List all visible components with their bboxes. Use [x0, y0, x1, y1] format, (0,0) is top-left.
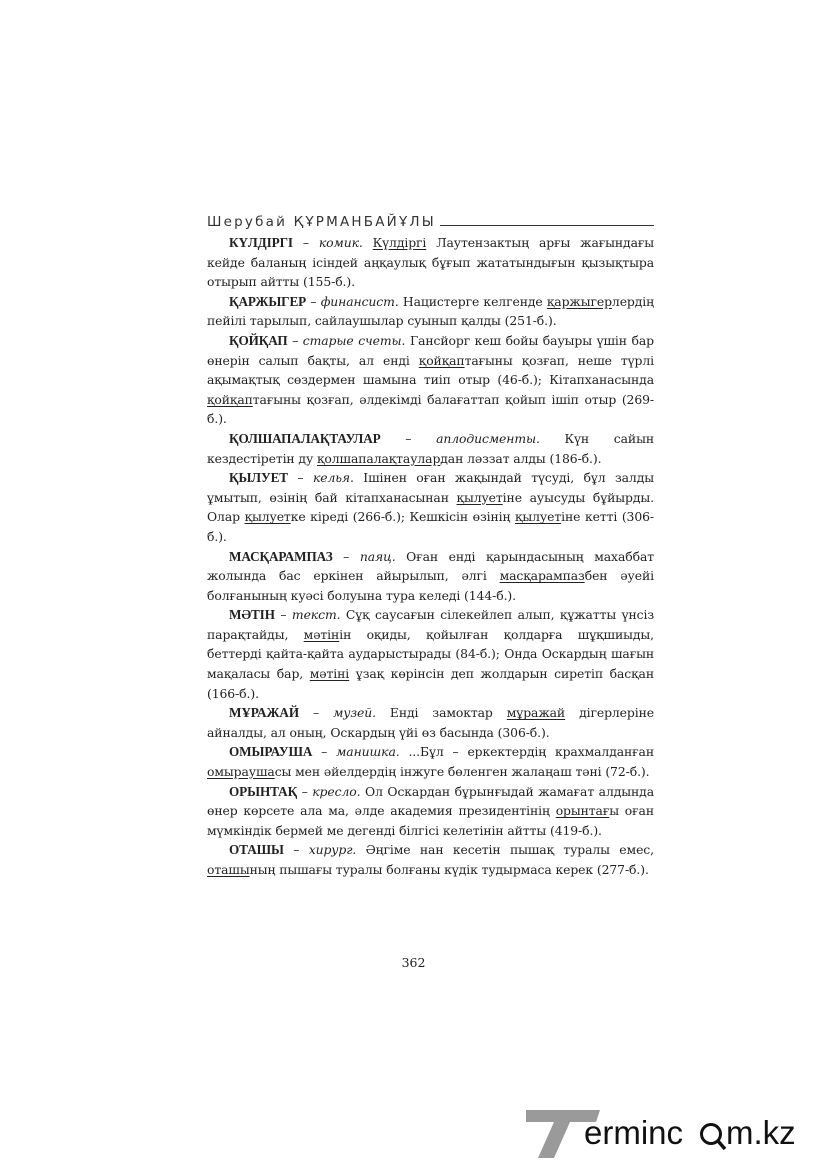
header-author: Шерубай ҚҰРМАНБАЙҰЛЫ	[207, 214, 436, 230]
underlined-term: қаржыгер	[546, 293, 612, 309]
russian-gloss: текст.	[291, 607, 341, 623]
headword: ОРЫНТАҚ	[229, 783, 298, 799]
entry-dash: –	[288, 470, 313, 486]
example-text: бен әуейі болғанының куәсі болуына тура келеді (144-б.).	[207, 568, 654, 603]
example-text: Сұқ саусағын сілекейлеп алып, құжатты үнсіз парақтайды,	[207, 607, 654, 642]
example-text: дігерлеріне айналды, ал оның, Оскардың үйі өз басында (306-б.).	[207, 705, 655, 740]
underlined-term: орынтағ	[555, 803, 610, 819]
underlined-term: қылует	[456, 489, 503, 505]
headword: ОТАШЫ	[229, 842, 284, 858]
dictionary-entry	[207, 703, 654, 742]
dictionary-entry	[207, 429, 654, 468]
entry-dash: –	[298, 705, 334, 721]
dictionary-entry	[207, 233, 654, 292]
underlined-term: қылует	[244, 509, 291, 525]
russian-gloss: кресло.	[312, 783, 361, 799]
entry-dash: –	[283, 842, 309, 858]
underlined-term: қылует	[514, 509, 562, 525]
dictionary-entry	[207, 468, 654, 546]
dictionary-entry	[207, 292, 654, 331]
underlined-term: мәтін	[303, 626, 340, 642]
example-text: іне ауысуды бұйырды. Олар	[207, 489, 654, 525]
example-text: Гансйорг кеш бойы бауыры үшін бар өнерін салып бақты, ал енді	[207, 332, 654, 368]
dictionary-entry	[207, 742, 654, 781]
example-text: ның пышағы туралы болғаны күдік тудырмаса керек (277-б.).	[249, 862, 649, 877]
entry-dash: –	[292, 235, 319, 250]
dictionary-entry	[207, 840, 654, 879]
headword: ҚОЛШАПАЛАҚТАУЛАР	[229, 430, 381, 446]
headword: МҰРАЖАЙ	[229, 705, 299, 721]
russian-gloss: финансист.	[320, 293, 399, 309]
russian-gloss: старые счеты.	[302, 332, 406, 348]
magnifier-icon	[702, 1125, 726, 1150]
example-text: Оған енді қарындасының махаббат жолында бас еркінен айырылып, әлгі	[207, 548, 654, 584]
dictionary-entry	[207, 605, 654, 703]
russian-gloss: паяц.	[359, 548, 396, 564]
underlined-term: омырауша	[207, 764, 275, 780]
underlined-term: оташы	[207, 862, 250, 877]
headword: КҮЛДІРГІ	[229, 235, 293, 250]
header-rule	[440, 225, 654, 226]
headword: ҚОЙҚАП	[229, 332, 288, 348]
headword: ОМЫРАУША	[229, 744, 313, 760]
dictionary-body	[207, 233, 654, 880]
example-text: ы оған мүмкіндік бермей ме дегенді білгісі келетінін айтты (419-б.).	[207, 803, 654, 838]
russian-gloss: хирург.	[308, 842, 357, 858]
example-text: Ішінен оған жақындай түсуді, бұл залды ұмытып, өзінің бай кітапханасынан	[207, 470, 654, 505]
example-text: Нацистерге келгенде	[398, 293, 547, 309]
example-text: Ол Оскардан бұрынғыдай жамағат алдында өнер көрсете ала ма, әлде академия президентінің	[207, 783, 654, 819]
russian-gloss: комик.	[318, 235, 363, 250]
entry-dash: –	[380, 430, 437, 446]
headword: ҚАРЖЫГЕР	[229, 293, 307, 309]
entry-dash: –	[332, 548, 360, 564]
example-text: іне кетті (306-б.).	[207, 509, 654, 544]
logo-text-main: erminc	[584, 1114, 684, 1151]
entry-dash: –	[297, 783, 313, 799]
headword: МАСҚАРАМПАЗ	[229, 548, 333, 564]
example-text	[363, 235, 373, 250]
underlined-term: масқарампаз	[499, 568, 585, 584]
headword: ҚЫЛУЕТ	[229, 470, 289, 486]
entry-dash: –	[312, 744, 337, 760]
example-text: ін оқиды, қойылған қолдарға шұқшиыды, беттерді қайта-қайта аударыстырады (84-б.); Онда Оскардың шағын мақаласы бар,	[207, 626, 654, 682]
headword: МӘТІН	[229, 607, 275, 623]
example-text: лердің пейілі тарылып, сайлаушылар суынып қалды (251-б.).	[207, 293, 654, 329]
entry-dash: –	[287, 332, 303, 348]
example-text: Әңгіме нан кесетін пышақ туралы емес,	[356, 842, 654, 858]
underlined-term: қолшапалақтаулар	[317, 450, 441, 466]
example-text: Күн сайын кездестіретін ду	[207, 430, 654, 466]
underlined-term: қойқап	[418, 352, 465, 368]
termincom-logo	[526, 1098, 816, 1158]
example-text: тағыны қозғап, неше түрлі ақымақтық сөздермен шамына тиіп отыр (46-б.); Кітапханасында	[207, 352, 654, 388]
example-text: Лаутензактың арғы жағындағы кейде баланың ісіндей аңқаулық бұғып жататындығын қызықтыра отырып айтты (155-б.).	[207, 235, 655, 290]
example-text: сы мен әйелдердің інжуге бөленген жалаңаш тәні (72-б.).	[274, 764, 650, 780]
entry-dash: –	[274, 607, 292, 623]
russian-gloss: манишка.	[336, 744, 400, 760]
entry-dash: –	[306, 293, 321, 309]
running-header	[207, 208, 654, 230]
example-text: ұзақ көрінсін деп жолдарын сиретіп басқан (166-б.).	[207, 666, 654, 701]
example-text: ке кіреді (266-б.); Кешкісін өзінің	[290, 509, 515, 525]
page-number: 362	[401, 955, 426, 970]
underlined-term: мәтіні	[309, 666, 350, 682]
example-text: дан ләззат алды (186-б.).	[440, 450, 602, 466]
underlined-term: қойқап	[207, 391, 253, 407]
example-text: Енді замоктар	[375, 705, 507, 721]
logo-text-tail: m.kz	[726, 1114, 796, 1151]
underlined-term: Күлдіргі	[372, 235, 427, 250]
russian-gloss: музей.	[333, 705, 376, 721]
dictionary-entry	[207, 547, 654, 606]
underlined-term: мұражай	[506, 705, 566, 721]
example-text: ...Бұл – еркектердің крахмалданған	[399, 744, 654, 760]
example-text: тағыны қозғап, әлдекімді балағаттап қойып ішіп отыр (269-б.).	[207, 391, 654, 427]
dictionary-entry	[207, 782, 654, 841]
russian-gloss: аплодисменты.	[436, 430, 540, 446]
russian-gloss: келья.	[312, 470, 354, 486]
dictionary-entry	[207, 331, 654, 429]
